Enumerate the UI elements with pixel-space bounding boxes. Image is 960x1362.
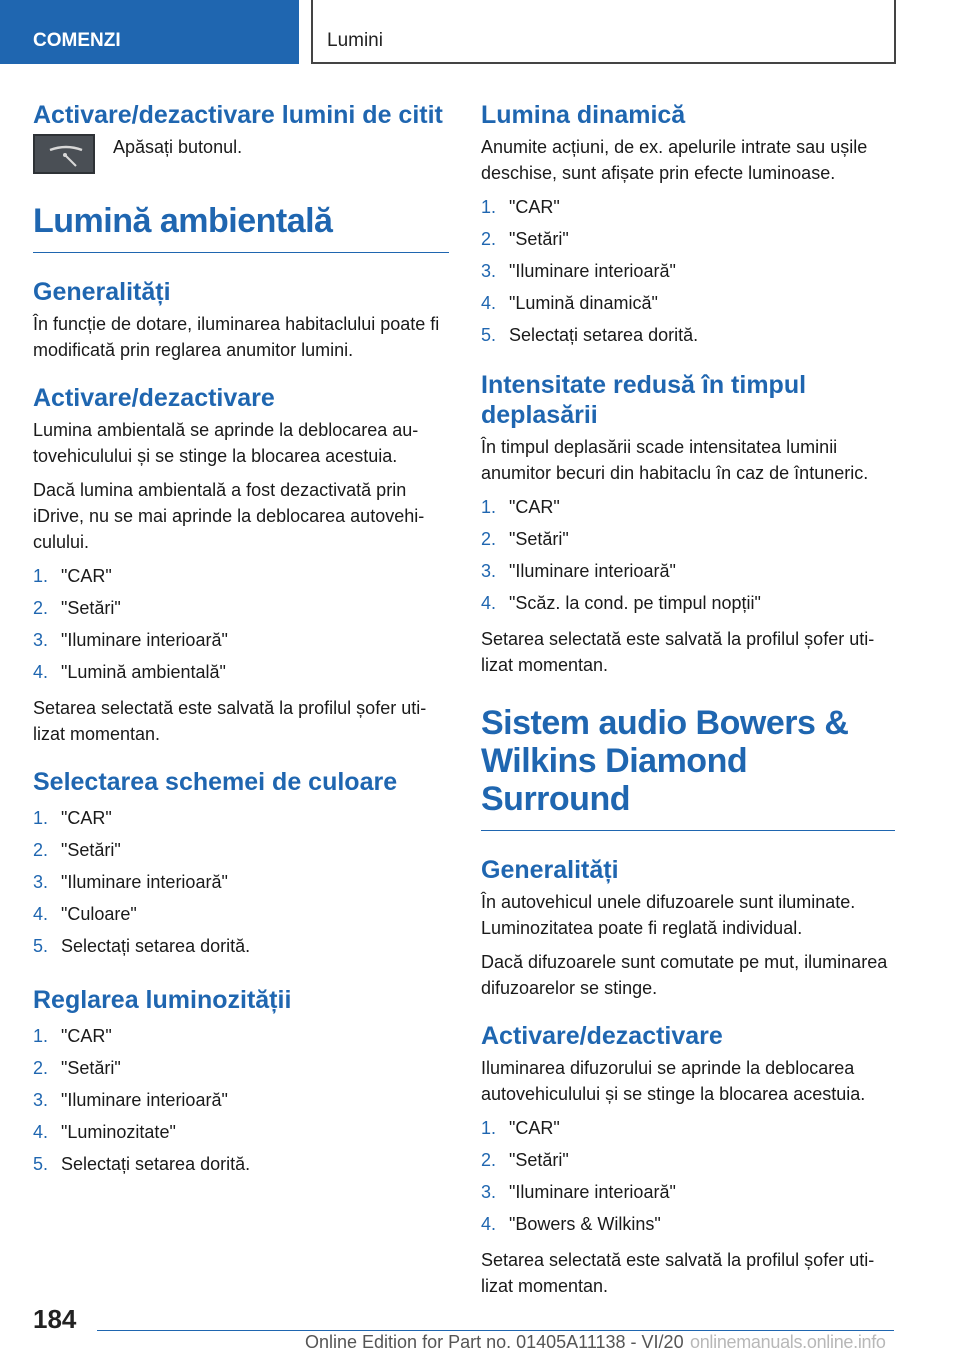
list-item: 2. "Setări" [481,1150,569,1170]
list-item: 3. "Iluminare interioară" [481,1182,676,1202]
left-column [33,100,449,1187]
section-tab: COMENZI [0,0,299,64]
edition-text: Online Edition for Part no. 01405A11138 - VI/20 [305,1332,684,1352]
profile-note-right: Setarea selectată este salvată la profilul șofer utilizat momentan. [481,629,875,675]
reduced-intensity-heading: Intensitate redusă în timpul deplasării [481,371,807,429]
list-item: 4. "Luminozitate" [33,1122,176,1142]
dynamic-steps [481,194,895,354]
page-footer [0,1290,960,1362]
speaker-on-off-text: Iluminarea difuzorului se aprinde la deblocarea autovehiculului și se stinge la blocarea acestuia. [481,1058,866,1104]
page-header [0,0,960,66]
speakers-text-1: În autovehicul unele difuzoarele sunt iluminate. Luminozitatea poate fi reglată individual. [481,892,856,938]
footer-divider [97,1330,894,1331]
reading-light-button-icon [33,134,95,174]
list-item: 3. "Iluminare interioară" [33,872,228,892]
list-item: 4. "Culoare" [33,904,137,924]
chapter-tab: Lumini [311,0,896,64]
list-item: 3. "Iluminare interioară" [33,1090,228,1110]
general-text: În funcție de dotare, iluminarea habitaclului poate fi modificată prin reglarea anumitor lumini. [33,314,440,360]
press-button-text: Apăsați butonul. [113,137,243,157]
ambient-light-title: Lumină ambientală [33,202,449,253]
list-item: 4. "Lumină ambientală" [33,662,226,682]
color-scheme-heading: Selectarea schemei de culoare [33,768,398,796]
brightness-heading: Reglarea luminozității [33,986,292,1014]
list-item: 2. "Setări" [481,529,569,549]
list-item: 3. "Iluminare interioară" [33,630,228,650]
list-item: 1. "CAR" [33,1026,112,1046]
list-item: 4. "Lumină dinamică" [481,293,658,313]
on-off-heading: Activare/dezactivare [33,384,275,412]
brightness-steps [33,1023,449,1183]
general-heading-right: Generalități [481,856,619,884]
sound-system-title: Sistem audio Bowers & Wilkins Diamond Surround [481,704,895,831]
list-item: 1. "CAR" [33,566,112,586]
list-item: 1. "CAR" [481,497,560,517]
reading-lights-heading: Activare/dezactivare lumini de citit [33,101,443,129]
general-heading: Generalități [33,278,171,306]
list-item: 2. "Setări" [481,229,569,249]
list-item: 2. "Setări" [33,598,121,618]
dynamic-light-heading: Lumina dinamică [481,101,686,129]
on-off-text-1: Lumina ambientală se aprinde la deblocarea autovehiculului și se stinge la blocarea acestuia. [33,420,419,466]
list-item: 2. "Setări" [33,1058,121,1078]
list-item: 1. "CAR" [481,1118,560,1138]
list-item: 1. "CAR" [33,808,112,828]
speakers-text-2: Dacă difuzoarele sunt comutate pe mut, iluminarea difuzoarelor se stinge. [481,952,888,998]
list-item: 5. Selectați setarea dorită. [33,936,251,956]
list-item: 4. "Scăz. la cond. pe timpul nopții" [481,593,761,613]
reduced-intensity-text: În timpul deplasării scade intensitatea luminii anumitor becuri din habitaclu în caz de întuneric. [481,437,869,483]
profile-note-speakers: Setarea selectată este salvată la profilul șofer utilizat momentan. [481,1250,875,1296]
profile-note: Setarea selectată este salvată la profilul șofer utilizat momentan. [33,698,427,744]
on-off-text-2: Dacă lumina ambientală a fost dezactivată prin iDrive, nu se mai aprinde la deblocarea autovehiculului. [33,480,425,552]
list-item: 5. Selectați setarea dorită. [33,1154,251,1174]
reduced-steps [481,494,895,622]
color-steps [33,805,449,965]
speaker-steps [481,1115,895,1243]
ambient-steps [33,563,449,691]
speaker-on-off-heading: Activare/dezactivare [481,1022,723,1050]
list-item: 3. "Iluminare interioară" [481,561,676,581]
reading-light-row [33,134,449,174]
list-item: 5. Selectați setarea dorită. [481,325,699,345]
page-number: 184 [33,1304,77,1334]
list-item: 1. "CAR" [481,197,560,217]
watermark-text: onlinemanuals.online.info [690,1332,886,1352]
list-item: 4. "Bowers & Wilkins" [481,1214,661,1234]
list-item: 2. "Setări" [33,840,121,860]
right-column [481,100,895,1307]
dynamic-light-text: Anumite acțiuni, de ex. apelurile intrate sau ușile deschise, sunt afișate prin efecte luminoase. [481,137,868,183]
list-item: 3. "Iluminare interioară" [481,261,676,281]
